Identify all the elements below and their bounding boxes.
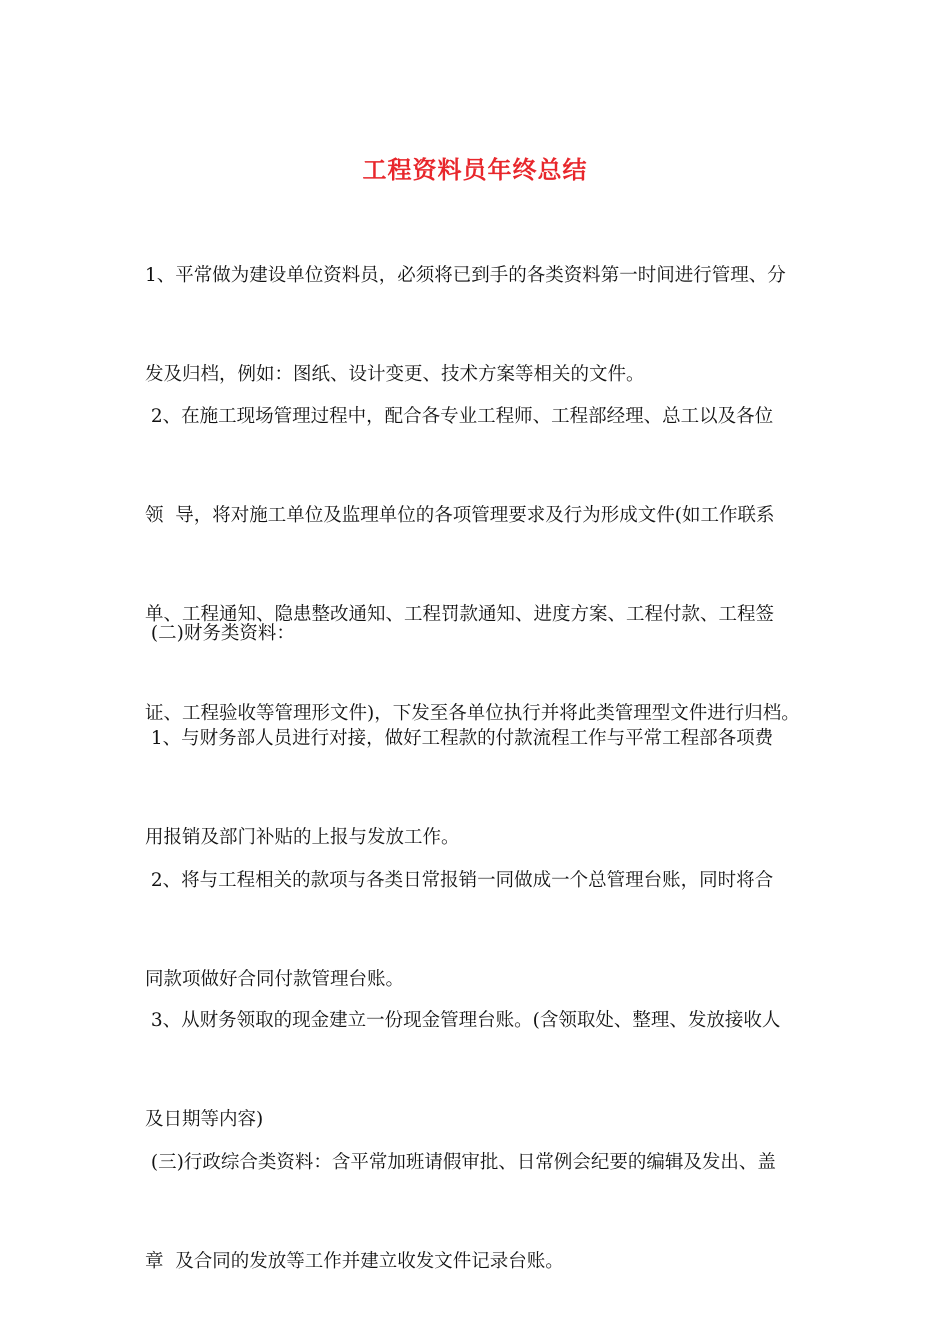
paragraph-line: 3、从财务领取的现金建立一份现金管理台账。(含领取处、整理、发放接收人 xyxy=(145,1010,781,1031)
paragraph-line: (二)财务类资料： xyxy=(145,623,295,644)
paragraph-line: 2、将与工程相关的款项与各类日常报销一同做成一个总管理台账，同时将合 xyxy=(145,870,774,891)
paragraph-line: 章 及合同的发放等工作并建立收发文件记录台账。 xyxy=(145,1251,564,1272)
paragraph-6 xyxy=(145,1080,815,1344)
paragraph-line: 单、工程通知、隐患整改通知、工程罚款通知、进度方案、工程付款、工程签 xyxy=(145,604,775,625)
paragraph-line: 同款项做好合同付款管理台账。 xyxy=(145,969,405,990)
paragraph-line: 1、与财务部人员进行对接，做好工程款的付款流程工作与平常工程部各项费 xyxy=(145,728,774,749)
paragraph-line: 用报销及部门补贴的上报与发放工作。 xyxy=(145,827,460,848)
paragraph-line: 领 导，将对施工单位及监理单位的各项管理要求及行为形成文件(如工作联系 xyxy=(145,505,775,526)
paragraph-line: 2、在施工现场管理过程中，配合各专业工程师、工程部经理、总工以及各位 xyxy=(145,406,774,427)
paragraph-line: 证、工程验收等管理形文件)，下发至各单位执行并将此类管理型文件进行归档。 xyxy=(145,703,800,724)
paragraph-line: (三)行政综合类资料：含平常加班请假审批、日常例会纪要的编辑及发出、盖 xyxy=(145,1152,776,1173)
paragraph-line: 1、平常做为建设单位资料员，必须将已到手的各类资料第一时间进行管理、分 xyxy=(145,265,786,286)
paragraph-line: 发及归档，例如：图纸、设计变更、技术方案等相关的文件。 xyxy=(145,364,645,385)
paragraph-line: 及日期等内容) xyxy=(145,1109,264,1130)
document-title: 工程资料员年终总结 xyxy=(362,155,588,184)
